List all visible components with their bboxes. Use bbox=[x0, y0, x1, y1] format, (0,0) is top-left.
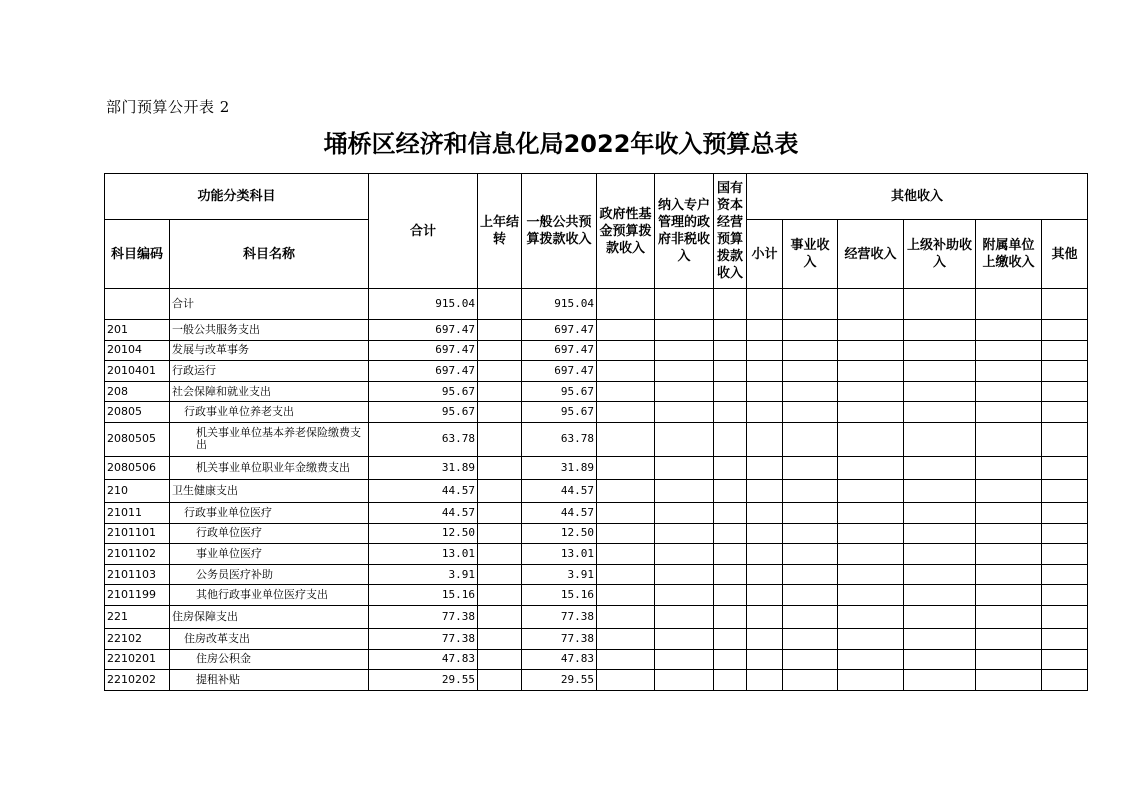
others-cell bbox=[1042, 361, 1088, 382]
carryover-cell bbox=[478, 628, 522, 649]
header-total: 合计 bbox=[369, 174, 478, 289]
budget-table bbox=[104, 173, 1088, 691]
business-income-cell bbox=[783, 479, 838, 502]
subtotal-cell bbox=[747, 544, 783, 565]
total-cell: 29.55 bbox=[369, 670, 478, 691]
others-cell bbox=[1042, 564, 1088, 585]
superior-subsidy-cell bbox=[904, 502, 976, 523]
business-income-cell bbox=[783, 605, 838, 628]
operating-income-cell bbox=[838, 402, 904, 423]
fiscal-special-cell bbox=[655, 320, 714, 341]
gov-fund-cell bbox=[597, 479, 655, 502]
operating-income-cell bbox=[838, 544, 904, 565]
business-income-cell bbox=[783, 564, 838, 585]
header-fiscal-special: 纳入专户管理的政府非税收入 bbox=[655, 174, 714, 289]
subject-name-cell: 住房改革支出 bbox=[170, 628, 369, 649]
subtotal-cell bbox=[747, 502, 783, 523]
affiliated-income-cell bbox=[976, 320, 1042, 341]
state-capital-cell bbox=[714, 585, 747, 606]
general-budget-cell: 44.57 bbox=[522, 479, 597, 502]
superior-subsidy-cell bbox=[904, 422, 976, 456]
gov-fund-cell bbox=[597, 456, 655, 479]
subtotal-cell bbox=[747, 649, 783, 670]
table-row bbox=[105, 502, 1088, 523]
affiliated-income-cell bbox=[976, 585, 1042, 606]
others-cell bbox=[1042, 605, 1088, 628]
subject-code-cell: 201 bbox=[105, 320, 170, 341]
gov-fund-cell bbox=[597, 289, 655, 320]
superior-subsidy-cell bbox=[904, 564, 976, 585]
affiliated-income-cell bbox=[976, 361, 1042, 382]
subject-code-cell: 2210202 bbox=[105, 670, 170, 691]
general-budget-cell: 13.01 bbox=[522, 544, 597, 565]
subject-name-cell: 机关事业单位基本养老保险缴费支出 bbox=[170, 422, 369, 456]
superior-subsidy-cell bbox=[904, 289, 976, 320]
fiscal-special-cell bbox=[655, 502, 714, 523]
superior-subsidy-cell bbox=[904, 402, 976, 423]
others-cell bbox=[1042, 523, 1088, 544]
carryover-cell bbox=[478, 402, 522, 423]
general-budget-cell: 697.47 bbox=[522, 340, 597, 361]
subject-code-cell: 2101199 bbox=[105, 585, 170, 606]
superior-subsidy-cell bbox=[904, 585, 976, 606]
header-carryover: 上年结转 bbox=[478, 174, 522, 289]
carryover-cell bbox=[478, 479, 522, 502]
header-other-income: 其他收入 bbox=[747, 174, 1088, 220]
state-capital-cell bbox=[714, 340, 747, 361]
subject-name-cell: 行政事业单位养老支出 bbox=[170, 402, 369, 423]
general-budget-cell: 697.47 bbox=[522, 320, 597, 341]
subject-name-cell: 事业单位医疗 bbox=[170, 544, 369, 565]
gov-fund-cell bbox=[597, 649, 655, 670]
carryover-cell bbox=[478, 523, 522, 544]
operating-income-cell bbox=[838, 381, 904, 402]
operating-income-cell bbox=[838, 361, 904, 382]
subject-name-cell: 提租补贴 bbox=[170, 670, 369, 691]
table-row bbox=[105, 361, 1088, 382]
carryover-cell bbox=[478, 289, 522, 320]
carryover-cell bbox=[478, 361, 522, 382]
total-cell: 31.89 bbox=[369, 456, 478, 479]
subtotal-cell bbox=[747, 564, 783, 585]
gov-fund-cell bbox=[597, 564, 655, 585]
total-cell: 915.04 bbox=[369, 289, 478, 320]
subject-name-cell: 住房公积金 bbox=[170, 649, 369, 670]
state-capital-cell bbox=[714, 523, 747, 544]
subject-name-cell: 发展与改革事务 bbox=[170, 340, 369, 361]
total-cell: 44.57 bbox=[369, 479, 478, 502]
table-row bbox=[105, 402, 1088, 423]
total-cell: 77.38 bbox=[369, 628, 478, 649]
table-row bbox=[105, 585, 1088, 606]
subject-code-cell: 2101102 bbox=[105, 544, 170, 565]
affiliated-income-cell bbox=[976, 456, 1042, 479]
affiliated-income-cell bbox=[976, 605, 1042, 628]
total-cell: 697.47 bbox=[369, 361, 478, 382]
state-capital-cell bbox=[714, 402, 747, 423]
general-budget-cell: 31.89 bbox=[522, 456, 597, 479]
fiscal-special-cell bbox=[655, 564, 714, 585]
total-cell: 3.91 bbox=[369, 564, 478, 585]
state-capital-cell bbox=[714, 479, 747, 502]
carryover-cell bbox=[478, 585, 522, 606]
gov-fund-cell bbox=[597, 361, 655, 382]
general-budget-cell: 915.04 bbox=[522, 289, 597, 320]
superior-subsidy-cell bbox=[904, 605, 976, 628]
general-budget-cell: 77.38 bbox=[522, 605, 597, 628]
subject-code-cell: 22102 bbox=[105, 628, 170, 649]
subtotal-cell bbox=[747, 456, 783, 479]
operating-income-cell bbox=[838, 585, 904, 606]
state-capital-cell bbox=[714, 289, 747, 320]
operating-income-cell bbox=[838, 502, 904, 523]
others-cell bbox=[1042, 670, 1088, 691]
table-row bbox=[105, 479, 1088, 502]
operating-income-cell bbox=[838, 564, 904, 585]
superior-subsidy-cell bbox=[904, 381, 976, 402]
state-capital-cell bbox=[714, 605, 747, 628]
subject-code-cell: 20104 bbox=[105, 340, 170, 361]
gov-fund-cell bbox=[597, 502, 655, 523]
subject-code-cell: 2101103 bbox=[105, 564, 170, 585]
subject-name-cell: 行政事业单位医疗 bbox=[170, 502, 369, 523]
table-row bbox=[105, 456, 1088, 479]
table-row bbox=[105, 564, 1088, 585]
general-budget-cell: 44.57 bbox=[522, 502, 597, 523]
affiliated-income-cell bbox=[976, 670, 1042, 691]
total-cell: 95.67 bbox=[369, 402, 478, 423]
gov-fund-cell bbox=[597, 544, 655, 565]
operating-income-cell bbox=[838, 670, 904, 691]
subtotal-cell bbox=[747, 320, 783, 341]
subject-code-cell: 208 bbox=[105, 381, 170, 402]
general-budget-cell: 12.50 bbox=[522, 523, 597, 544]
operating-income-cell bbox=[838, 422, 904, 456]
carryover-cell bbox=[478, 605, 522, 628]
superior-subsidy-cell bbox=[904, 649, 976, 670]
carryover-cell bbox=[478, 456, 522, 479]
others-cell bbox=[1042, 289, 1088, 320]
gov-fund-cell bbox=[597, 670, 655, 691]
business-income-cell bbox=[783, 585, 838, 606]
subtotal-cell bbox=[747, 289, 783, 320]
subtotal-cell bbox=[747, 361, 783, 382]
gov-fund-cell bbox=[597, 402, 655, 423]
fiscal-special-cell bbox=[655, 381, 714, 402]
state-capital-cell bbox=[714, 670, 747, 691]
affiliated-income-cell bbox=[976, 381, 1042, 402]
subject-name-cell: 住房保障支出 bbox=[170, 605, 369, 628]
total-cell: 13.01 bbox=[369, 544, 478, 565]
subtotal-cell bbox=[747, 628, 783, 649]
subject-code-cell: 2010401 bbox=[105, 361, 170, 382]
others-cell bbox=[1042, 628, 1088, 649]
subject-code-cell: 2080505 bbox=[105, 422, 170, 456]
fiscal-special-cell bbox=[655, 479, 714, 502]
business-income-cell bbox=[783, 456, 838, 479]
header-function-class: 功能分类科目 bbox=[105, 174, 369, 220]
others-cell bbox=[1042, 381, 1088, 402]
fiscal-special-cell bbox=[655, 544, 714, 565]
header-business-income: 事业收入 bbox=[783, 220, 838, 289]
subject-code-cell: 21011 bbox=[105, 502, 170, 523]
superior-subsidy-cell bbox=[904, 361, 976, 382]
business-income-cell bbox=[783, 361, 838, 382]
fiscal-special-cell bbox=[655, 422, 714, 456]
state-capital-cell bbox=[714, 361, 747, 382]
fiscal-special-cell bbox=[655, 523, 714, 544]
subject-code-cell bbox=[105, 289, 170, 320]
general-budget-cell: 29.55 bbox=[522, 670, 597, 691]
others-cell bbox=[1042, 502, 1088, 523]
header-gov-fund: 政府性基金预算拨款收入 bbox=[597, 174, 655, 289]
gov-fund-cell bbox=[597, 585, 655, 606]
subject-name-cell: 合计 bbox=[170, 289, 369, 320]
affiliated-income-cell bbox=[976, 289, 1042, 320]
header-state-capital: 国有资本经营预算拨款收入 bbox=[714, 174, 747, 289]
subtotal-cell bbox=[747, 670, 783, 691]
header-general-budget: 一般公共预算拨款收入 bbox=[522, 174, 597, 289]
fiscal-special-cell bbox=[655, 628, 714, 649]
affiliated-income-cell bbox=[976, 422, 1042, 456]
fiscal-special-cell bbox=[655, 340, 714, 361]
business-income-cell bbox=[783, 381, 838, 402]
subject-name-cell: 行政运行 bbox=[170, 361, 369, 382]
business-income-cell bbox=[783, 320, 838, 341]
total-cell: 95.67 bbox=[369, 381, 478, 402]
superior-subsidy-cell bbox=[904, 479, 976, 502]
operating-income-cell bbox=[838, 605, 904, 628]
business-income-cell bbox=[783, 523, 838, 544]
carryover-cell bbox=[478, 422, 522, 456]
gov-fund-cell bbox=[597, 605, 655, 628]
business-income-cell bbox=[783, 289, 838, 320]
subtotal-cell bbox=[747, 523, 783, 544]
header-subject-name: 科目名称 bbox=[170, 220, 369, 289]
others-cell bbox=[1042, 649, 1088, 670]
operating-income-cell bbox=[838, 628, 904, 649]
others-cell bbox=[1042, 402, 1088, 423]
gov-fund-cell bbox=[597, 628, 655, 649]
state-capital-cell bbox=[714, 544, 747, 565]
carryover-cell bbox=[478, 340, 522, 361]
fiscal-special-cell bbox=[655, 670, 714, 691]
total-cell: 12.50 bbox=[369, 523, 478, 544]
gov-fund-cell bbox=[597, 422, 655, 456]
affiliated-income-cell bbox=[976, 628, 1042, 649]
fiscal-special-cell bbox=[655, 456, 714, 479]
operating-income-cell bbox=[838, 320, 904, 341]
header-superior-subsidy: 上级补助收入 bbox=[904, 220, 976, 289]
operating-income-cell bbox=[838, 289, 904, 320]
header-subject-code: 科目编码 bbox=[105, 220, 170, 289]
general-budget-cell: 697.47 bbox=[522, 361, 597, 382]
subtotal-cell bbox=[747, 585, 783, 606]
state-capital-cell bbox=[714, 564, 747, 585]
subject-name-cell: 行政单位医疗 bbox=[170, 523, 369, 544]
others-cell bbox=[1042, 456, 1088, 479]
table-row bbox=[105, 320, 1088, 341]
table-number-label: 部门预算公开表 2 bbox=[106, 98, 230, 116]
subject-name-cell: 一般公共服务支出 bbox=[170, 320, 369, 341]
total-cell: 44.57 bbox=[369, 502, 478, 523]
gov-fund-cell bbox=[597, 320, 655, 341]
gov-fund-cell bbox=[597, 523, 655, 544]
general-budget-cell: 77.38 bbox=[522, 628, 597, 649]
operating-income-cell bbox=[838, 523, 904, 544]
carryover-cell bbox=[478, 381, 522, 402]
business-income-cell bbox=[783, 544, 838, 565]
superior-subsidy-cell bbox=[904, 320, 976, 341]
fiscal-special-cell bbox=[655, 649, 714, 670]
table-row bbox=[105, 605, 1088, 628]
subject-name-cell: 公务员医疗补助 bbox=[170, 564, 369, 585]
general-budget-cell: 3.91 bbox=[522, 564, 597, 585]
subject-code-cell: 221 bbox=[105, 605, 170, 628]
state-capital-cell bbox=[714, 456, 747, 479]
state-capital-cell bbox=[714, 649, 747, 670]
business-income-cell bbox=[783, 402, 838, 423]
fiscal-special-cell bbox=[655, 402, 714, 423]
table-row bbox=[105, 544, 1088, 565]
affiliated-income-cell bbox=[976, 523, 1042, 544]
business-income-cell bbox=[783, 670, 838, 691]
state-capital-cell bbox=[714, 381, 747, 402]
fiscal-special-cell bbox=[655, 585, 714, 606]
table-row bbox=[105, 649, 1088, 670]
general-budget-cell: 47.83 bbox=[522, 649, 597, 670]
header-subtotal: 小计 bbox=[747, 220, 783, 289]
state-capital-cell bbox=[714, 422, 747, 456]
superior-subsidy-cell bbox=[904, 628, 976, 649]
business-income-cell bbox=[783, 502, 838, 523]
subtotal-cell bbox=[747, 402, 783, 423]
affiliated-income-cell bbox=[976, 649, 1042, 670]
carryover-cell bbox=[478, 502, 522, 523]
affiliated-income-cell bbox=[976, 564, 1042, 585]
carryover-cell bbox=[478, 544, 522, 565]
business-income-cell bbox=[783, 628, 838, 649]
subject-code-cell: 20805 bbox=[105, 402, 170, 423]
general-budget-cell: 15.16 bbox=[522, 585, 597, 606]
carryover-cell bbox=[478, 670, 522, 691]
business-income-cell bbox=[783, 422, 838, 456]
carryover-cell bbox=[478, 649, 522, 670]
affiliated-income-cell bbox=[976, 402, 1042, 423]
header-affiliated-income: 附属单位上缴收入 bbox=[976, 220, 1042, 289]
subtotal-cell bbox=[747, 422, 783, 456]
state-capital-cell bbox=[714, 502, 747, 523]
total-cell: 697.47 bbox=[369, 320, 478, 341]
general-budget-cell: 95.67 bbox=[522, 402, 597, 423]
table-row bbox=[105, 381, 1088, 402]
subject-code-cell: 2080506 bbox=[105, 456, 170, 479]
others-cell bbox=[1042, 544, 1088, 565]
subtotal-cell bbox=[747, 479, 783, 502]
affiliated-income-cell bbox=[976, 479, 1042, 502]
table-row bbox=[105, 670, 1088, 691]
subject-name-cell: 机关事业单位职业年金缴费支出 bbox=[170, 456, 369, 479]
subtotal-cell bbox=[747, 605, 783, 628]
subtotal-cell bbox=[747, 381, 783, 402]
carryover-cell bbox=[478, 320, 522, 341]
general-budget-cell: 63.78 bbox=[522, 422, 597, 456]
subject-code-cell: 2210201 bbox=[105, 649, 170, 670]
affiliated-income-cell bbox=[976, 502, 1042, 523]
superior-subsidy-cell bbox=[904, 340, 976, 361]
state-capital-cell bbox=[714, 628, 747, 649]
subject-name-cell: 卫生健康支出 bbox=[170, 479, 369, 502]
carryover-cell bbox=[478, 564, 522, 585]
superior-subsidy-cell bbox=[904, 456, 976, 479]
table-row bbox=[105, 523, 1088, 544]
operating-income-cell bbox=[838, 340, 904, 361]
total-cell: 15.16 bbox=[369, 585, 478, 606]
table-row bbox=[105, 289, 1088, 320]
total-cell: 63.78 bbox=[369, 422, 478, 456]
total-cell: 697.47 bbox=[369, 340, 478, 361]
others-cell bbox=[1042, 585, 1088, 606]
table-row bbox=[105, 422, 1088, 456]
affiliated-income-cell bbox=[976, 340, 1042, 361]
subject-code-cell: 210 bbox=[105, 479, 170, 502]
gov-fund-cell bbox=[597, 381, 655, 402]
header-operating-income: 经营收入 bbox=[838, 220, 904, 289]
table-row bbox=[105, 340, 1088, 361]
subject-name-cell: 其他行政事业单位医疗支出 bbox=[170, 585, 369, 606]
affiliated-income-cell bbox=[976, 544, 1042, 565]
general-budget-cell: 95.67 bbox=[522, 381, 597, 402]
business-income-cell bbox=[783, 340, 838, 361]
fiscal-special-cell bbox=[655, 361, 714, 382]
fiscal-special-cell bbox=[655, 605, 714, 628]
state-capital-cell bbox=[714, 320, 747, 341]
header-others: 其他 bbox=[1042, 220, 1088, 289]
table-row bbox=[105, 628, 1088, 649]
others-cell bbox=[1042, 340, 1088, 361]
subject-code-cell: 2101101 bbox=[105, 523, 170, 544]
business-income-cell bbox=[783, 649, 838, 670]
operating-income-cell bbox=[838, 456, 904, 479]
fiscal-special-cell bbox=[655, 289, 714, 320]
others-cell bbox=[1042, 422, 1088, 456]
table-body bbox=[105, 289, 1088, 691]
superior-subsidy-cell bbox=[904, 544, 976, 565]
operating-income-cell bbox=[838, 649, 904, 670]
total-cell: 77.38 bbox=[369, 605, 478, 628]
operating-income-cell bbox=[838, 479, 904, 502]
gov-fund-cell bbox=[597, 340, 655, 361]
subtotal-cell bbox=[747, 340, 783, 361]
superior-subsidy-cell bbox=[904, 670, 976, 691]
page-title: 埇桥区经济和信息化局2022年收入预算总表 bbox=[323, 130, 799, 158]
superior-subsidy-cell bbox=[904, 523, 976, 544]
others-cell bbox=[1042, 320, 1088, 341]
total-cell: 47.83 bbox=[369, 649, 478, 670]
others-cell bbox=[1042, 479, 1088, 502]
subject-name-cell: 社会保障和就业支出 bbox=[170, 381, 369, 402]
